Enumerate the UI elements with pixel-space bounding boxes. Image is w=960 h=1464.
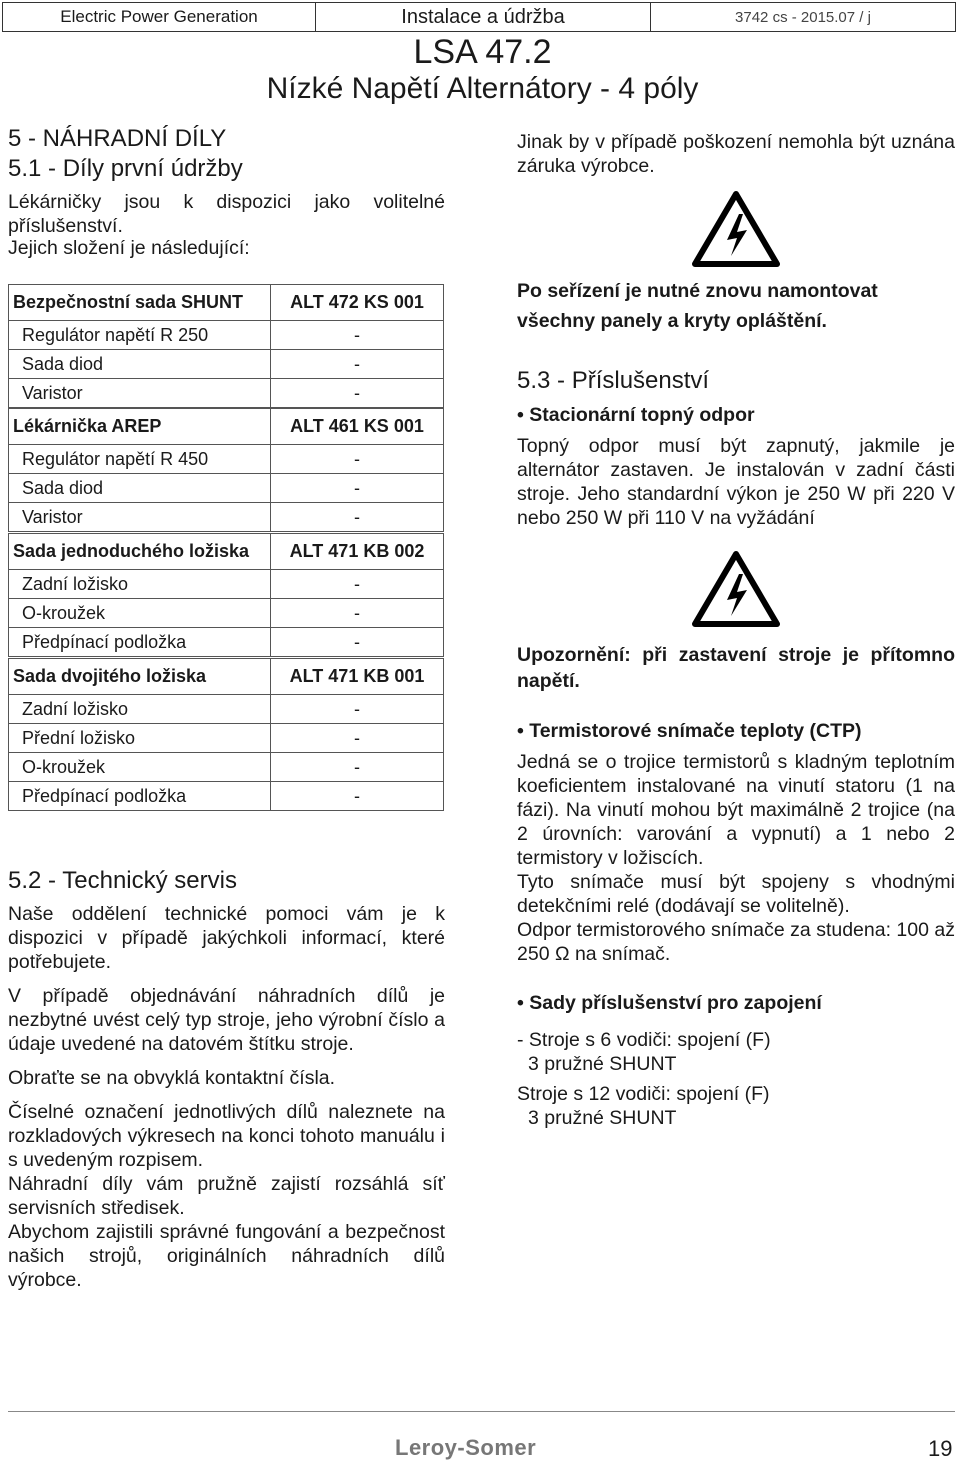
- service-paragraph: Číselné označení jednotlivých dílů naleznete na rozkladových výkresech na konci tohoto manuálu i s uvedeným rozpisem.: [8, 1101, 445, 1171]
- part-name: Zadní ložisko: [9, 570, 271, 599]
- part-code: -: [271, 321, 444, 350]
- part-code: -: [271, 503, 444, 532]
- table-row: [9, 570, 444, 599]
- part-code: -: [271, 570, 444, 599]
- connection-line: 3 pružné SHUNT: [528, 1107, 677, 1129]
- kit-table-arep: [8, 408, 444, 532]
- part-name: O-kroužek: [9, 599, 271, 628]
- table-row: [9, 379, 444, 408]
- part-name: Přední ložisko: [9, 724, 271, 753]
- part-code: -: [271, 445, 444, 474]
- warranty-paragraph: Jinak by v případě poškození nemohla být uznána záruka výrobce.: [517, 131, 955, 177]
- header-company: Electric Power Generation: [3, 3, 316, 31]
- table-row: [9, 782, 444, 811]
- kit-header-row: [9, 409, 444, 445]
- connection-line: 3 pružné SHUNT: [528, 1053, 677, 1075]
- document-header: [2, 2, 956, 32]
- table-row: [9, 321, 444, 350]
- heater-paragraph: Topný odpor musí být zapnutý, jakmile je alternátor zastaven. Je instalován v zadní části stroje. Jeho standardní výkon je 250 W při 220 V nebo 250 W při 110 V na vyžádání: [517, 435, 955, 529]
- header-section: Instalace a údržba: [316, 3, 651, 31]
- header-doc-ref: 3742 cs - 2015.07 / j: [735, 8, 871, 26]
- thermistor-paragraph: Tyto snímače musí být spojeny s vhodnými detekčními relé (dodávají se volitelně).: [517, 871, 955, 917]
- table-row: [9, 695, 444, 724]
- table-row: [9, 350, 444, 379]
- part-code: -: [271, 724, 444, 753]
- kit-code: ALT 471 KB 002: [271, 534, 444, 570]
- part-name: O-kroužek: [9, 753, 271, 782]
- connection-line: - Stroje s 6 vodiči: spojení (F): [517, 1029, 771, 1051]
- bullet-heater: • Stacionární topný odpor: [517, 404, 755, 426]
- brand-logo: Leroy-Somer: [395, 1435, 537, 1460]
- table-row: [9, 599, 444, 628]
- connection-line: Stroje s 12 vodiči: spojení (F): [517, 1083, 770, 1105]
- table-row: [9, 445, 444, 474]
- kit-code: ALT 472 KS 001: [271, 285, 444, 321]
- warning-panels-text: Po seřízení je nutné znovu namontovat všechny panely a kryty opláštění.: [517, 280, 878, 332]
- part-code: -: [271, 695, 444, 724]
- table-row: [9, 628, 444, 657]
- part-code: -: [271, 782, 444, 811]
- part-code: -: [271, 628, 444, 657]
- section-heading-technical-service: 5.2 - Technický servis: [8, 867, 237, 894]
- thermistor-paragraph: Odpor termistorového snímače za studena: 100 až 250 Ω na snímač.: [517, 919, 955, 965]
- part-code: -: [271, 379, 444, 408]
- table-row: [9, 503, 444, 532]
- section-heading-first-maintenance: 5.1 - Díly první údržby: [8, 155, 243, 182]
- service-paragraph: Naše oddělení technické pomoci vám je k dispozici v případě jakýchkoli informací, které potřebujete.: [8, 903, 445, 973]
- part-code: -: [271, 350, 444, 379]
- kit-code: ALT 461 KS 001: [271, 409, 444, 445]
- part-name: Regulátor napětí R 450: [9, 445, 271, 474]
- service-paragraph: Obraťte se na obvyklá kontaktní čísla.: [8, 1067, 336, 1089]
- part-name: Sada diod: [9, 474, 271, 503]
- kit-name: Lékárnička AREP: [9, 409, 271, 445]
- service-paragraph: Náhradní díly vám pružně zajistí rozsáhlá síť servisních středisek.: [8, 1173, 445, 1219]
- electric-hazard-icon: [691, 190, 781, 268]
- kit-header-row: [9, 285, 444, 321]
- table-row: [9, 724, 444, 753]
- bullet-connection-kits: • Sady příslušenství pro zapojení: [517, 992, 822, 1014]
- kit-name: Sada dvojitého ložiska: [9, 659, 271, 695]
- electric-hazard-icon: [691, 550, 781, 628]
- part-name: Varistor: [9, 503, 271, 532]
- table-row: [9, 753, 444, 782]
- part-code: -: [271, 599, 444, 628]
- warning-voltage-text: Upozornění: při zastavení stroje je přítomno napětí.: [517, 644, 955, 692]
- table-row: [9, 474, 444, 503]
- bullet-thermistor: • Termistorové snímače teploty (CTP): [517, 720, 862, 742]
- footer-divider: [8, 1411, 955, 1412]
- page-title: LSA 47.2: [413, 33, 552, 71]
- section-heading-accessories: 5.3 - Příslušenství: [517, 367, 710, 394]
- section-heading-parts: 5 - NÁHRADNÍ DÍLY: [8, 125, 227, 152]
- part-name: Sada diod: [9, 350, 271, 379]
- part-name: Předpínací podložka: [9, 628, 271, 657]
- page-subtitle: Nízké Napětí Alternátory - 4 póly: [266, 72, 699, 105]
- intro-paragraph-2: Jejich složení je následující:: [8, 237, 250, 259]
- page-number: 19: [928, 1436, 953, 1461]
- technical-service-section: [8, 866, 445, 1292]
- part-code: -: [271, 753, 444, 782]
- kit-table-single-bearing: [8, 533, 444, 657]
- kit-header-row: [9, 659, 444, 695]
- service-paragraph: V případě objednávání náhradních dílů je nezbytné uvést celý typ stroje, jeho výrobní číslo a údaje uvedené na datovém štítku stroje.: [8, 985, 445, 1055]
- intro-paragraph: Lékárničky jsou k dispozici jako volitelné příslušenství.: [8, 191, 445, 237]
- kit-name: Sada jednoduchého ložiska: [9, 534, 271, 570]
- part-name: Zadní ložisko: [9, 695, 271, 724]
- part-name: Předpínací podložka: [9, 782, 271, 811]
- part-code: -: [271, 474, 444, 503]
- thermistor-paragraph: Jedná se o trojice termistorů s kladným teplotním koeficientem instalované na vinutí statoru (1 na fázi). Na vinutí mohou být maximálně 2 trojice (na 2 úrovních: varování a vypnutí) a 1 nebo 2 termistory v ložiscích.: [517, 751, 955, 869]
- right-column: [517, 130, 955, 1130]
- kit-name: Bezpečnostní sada SHUNT: [9, 285, 271, 321]
- kit-table-double-bearing: [8, 658, 444, 811]
- part-name: Varistor: [9, 379, 271, 408]
- left-column: [8, 124, 445, 260]
- part-name: Regulátor napětí R 250: [9, 321, 271, 350]
- kit-code: ALT 471 KB 001: [271, 659, 444, 695]
- kit-table-shunt: [8, 284, 444, 408]
- service-paragraph: Abychom zajistili správné fungování a bezpečnost našich strojů, originálních náhradních dílů výrobce.: [8, 1221, 445, 1291]
- kit-header-row: [9, 534, 444, 570]
